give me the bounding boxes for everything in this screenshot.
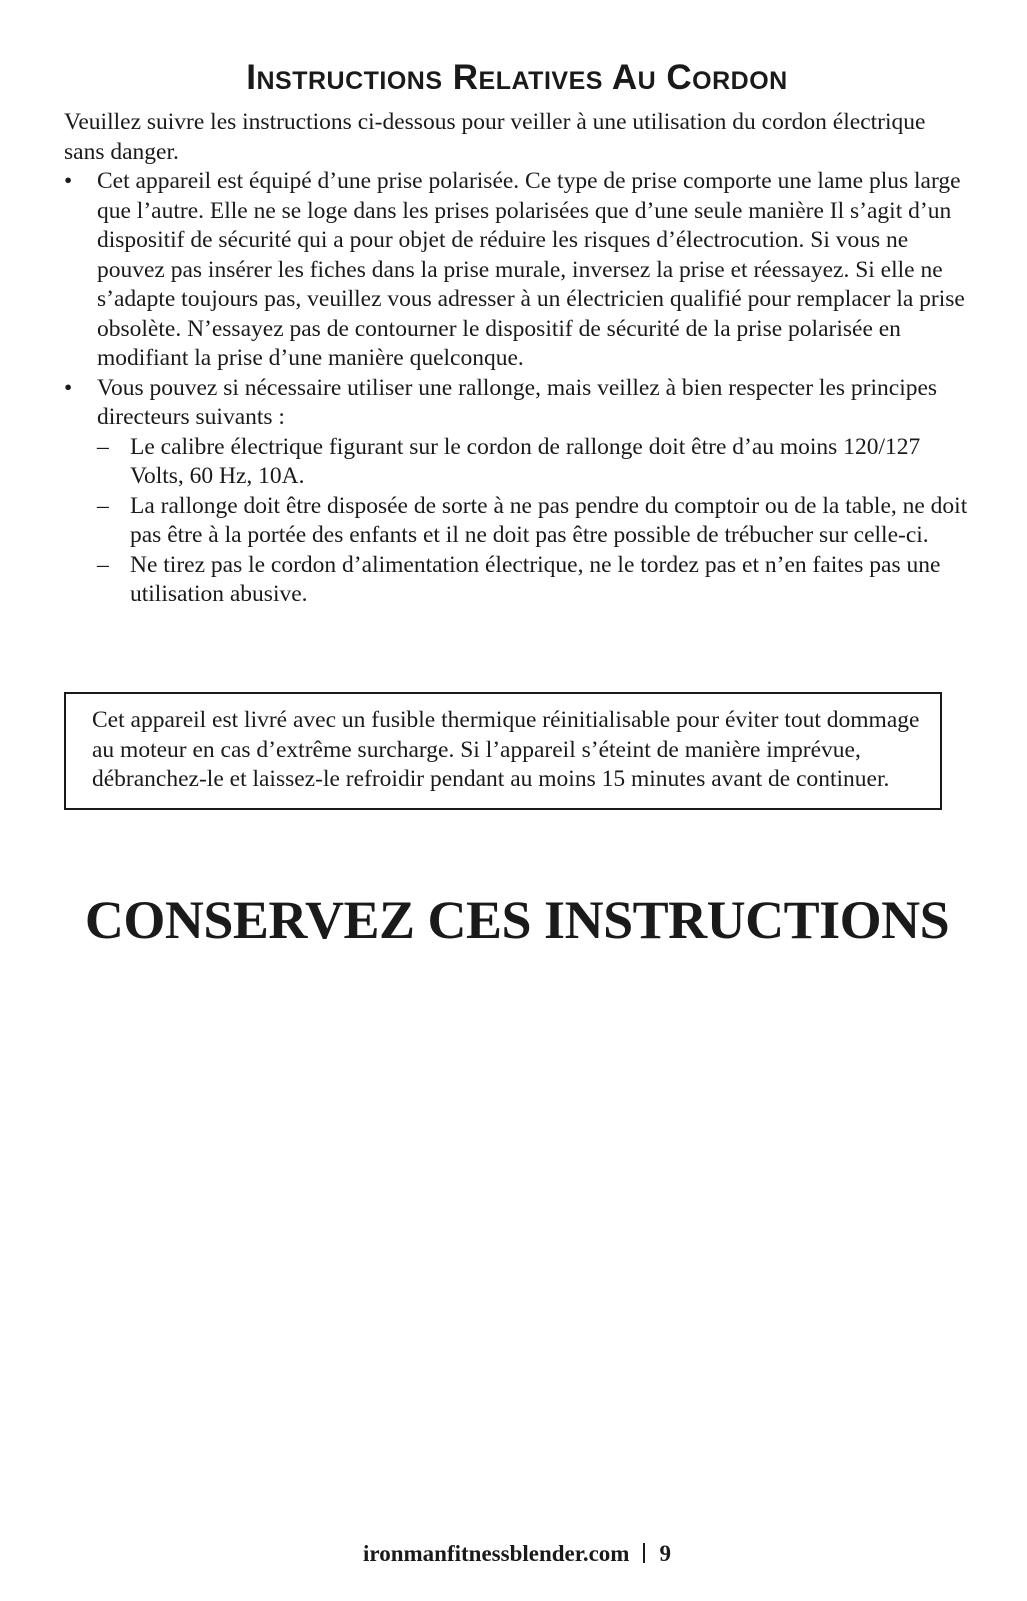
instruction-list <box>64 167 970 610</box>
list-item <box>64 167 970 374</box>
page-footer <box>64 1540 970 1568</box>
footer-website: ironmanfitnessblender.com <box>363 1541 630 1566</box>
sub-list-item <box>97 492 970 551</box>
section-title: Instructions Relatives Au Cordon <box>246 58 788 97</box>
closing-heading: CONSERVEZ CES INSTRUCTIONS <box>84 890 950 950</box>
dash-marker: – <box>97 492 109 519</box>
footer-separator <box>643 1543 645 1563</box>
list-item-text: Cet appareil est équipé d’une prise polarisée. Ce type de prise comporte une lame plus large que l’autre. Elle ne se loge dans les prises polarisées que d’une seule manière Il s’agit d’un dispositif de sécurité qui a pour objet de réduire les risques d’électrocution. Si vous ne pouvez pas insérer les fiches dans la prise murale, inversez la prise et réessayez. Si elle ne s’adapte toujours pas, veuillez vous adresser à un électricien qualifié pour remplacer la prise obsolète. N’essayez pas de contourner le dispositif de sécurité de la prise polarisée en modifiant la prise d’une manière quelconque. <box>97 168 965 371</box>
dash-marker: – <box>97 433 109 460</box>
list-item-text: Vous pouvez si nécessaire utiliser une rallonge, mais veillez à bien respecter les principes directeurs suivants : <box>97 374 938 430</box>
sub-list-item-text: Ne tirez pas le cordon d’alimentation électrique, ne le tordez pas et n’en faites pas une utilisation abusive. <box>130 551 941 607</box>
sub-list <box>97 433 970 610</box>
sub-list-item-text: Le calibre électrique figurant sur le cordon de rallonge doit être d’au moins 120/127 Volts, 60 Hz, 10A. <box>130 433 921 489</box>
sub-list-item <box>97 551 970 610</box>
sub-list-item <box>97 433 970 492</box>
page-number: 9 <box>659 1541 671 1566</box>
notice-text: Cet appareil est livré avec un fusible thermique réinitialisable pour éviter tout dommage au moteur en cas d’extrême surcharge. Si l’appareil s’éteint de manière imprévue, débranchez-le et laissez-le refroidir pendant au moins 15 minutes avant de continuer. <box>92 707 920 792</box>
intro-paragraph: Veuillez suivre les instructions ci-dessous pour veiller à une utilisation du cordon électrique sans danger. <box>64 109 926 165</box>
sub-list-item-text: La rallonge doit être disposée de sorte à ne pas pendre du comptoir ou de la table, ne doit pas être à la portée des enfants et il ne doit pas être possible de trébucher sur celle-ci. <box>130 492 968 548</box>
section-body <box>64 108 970 610</box>
notice-box <box>64 692 942 810</box>
bullet-marker: • <box>64 168 73 194</box>
list-item <box>64 374 970 610</box>
dash-marker: – <box>97 551 109 578</box>
bullet-marker: • <box>64 374 73 401</box>
